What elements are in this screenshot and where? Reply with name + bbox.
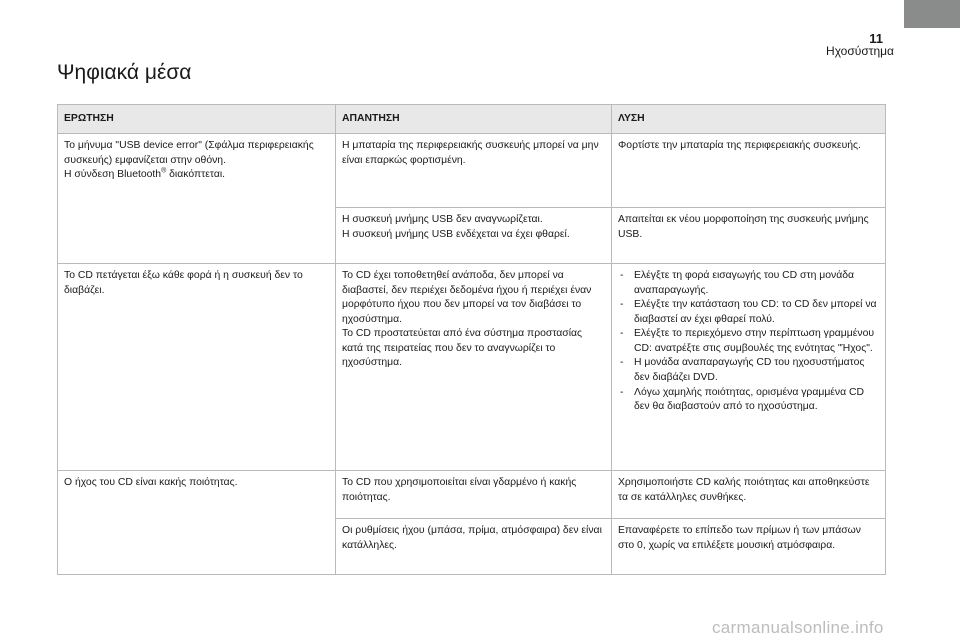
header-solution: ΛΥΣΗ [612,105,886,134]
header-answer: ΑΠΑΝΤΗΣΗ [336,105,612,134]
table-row [58,134,886,208]
answer-cell [336,208,612,264]
answer-line: Η συσκευή μνήμης USB δεν αναγνωρίζεται. [342,214,543,225]
question-cell: Το CD πετάγεται έξω κάθε φορά ή η συσκευή δεν το διαβάζει. [58,264,336,471]
table-row [58,264,886,471]
header-question: ΕΡΩΤΗΣΗ [58,105,336,134]
list-item: - Ελέγξτε τη φορά εισαγωγής του CD στη μονάδα αναπαραγωγής. [618,269,879,298]
watermark-text: carmanualsonline.info [712,618,884,637]
section-name: Ηχοσύστημα [826,44,894,58]
solution-cell [612,264,886,471]
answer-cell: Η μπαταρία της περιφερειακής συσκευής μπορεί να μην είναι επαρκώς φορτισμένη. [336,134,612,208]
question-text: Το μήνυμα "USB device error" (Σφάλμα περιφερειακής συσκευής) εμφανίζεται στην οθόνη. [64,140,314,166]
answer-cell: Το CD που χρησιμοποιείται είναι γδαρμένο ή κακής ποιότητας. [336,471,612,519]
table-row [58,471,886,519]
solution-cell: Απαιτείται εκ νέου μορφοποίηση της συσκευής μνήμης USB. [612,208,886,264]
question-cell: Ο ήχος του CD είναι κακής ποιότητας. [58,471,336,575]
answer-line: Το CD έχει τοποθετηθεί ανάποδα, δεν μπορεί να διαβαστεί, δεν περιέχει δεδομένα ήχου ή περιέχει έναν μορφότυπο ήχου που δεν μπορεί να τον διαβάσει το ηχοσύστημα. [342,270,592,325]
solution-cell: Επαναφέρετε το επίπεδο των πρίμων ή των μπάσων στο 0, χωρίς να επιλέξετε μουσική ατμόσφαιρα. [612,519,886,575]
corner-tab [904,0,960,28]
page-number: 11 [869,31,883,46]
solution-cell: Χρησιμοποιήστε CD καλής ποιότητας και αποθηκεύστε τα σε κατάλληλες συνθήκες. [612,471,886,519]
table-header-row [58,105,886,134]
question-text: Η σύνδεση Bluetooth® διακόπτεται. [64,167,226,181]
answer-cell: Οι ρυθμίσεις ήχου (μπάσα, πρίμα, ατμόσφαιρα) δεν είναι κατάλληλες. [336,519,612,575]
answer-line: Η συσκευή μνήμης USB ενδέχεται να έχει φθαρεί. [342,228,570,240]
faq-table [57,104,886,575]
solution-list [618,269,879,415]
answer-cell [336,264,612,471]
answer-line: Το CD προστατεύεται από ένα σύστημα προστασίας κατά της πειρατείας που δεν το αναγνωρίζει το ηχοσύστημα. [342,328,583,369]
registered-mark: ® [161,167,167,175]
solution-cell: Φορτίστε την μπαταρία της περιφερειακής συσκευής. [612,134,886,208]
list-item: - Ελέγξτε το περιεχόμενο στην περίπτωση γραμμένου CD: ανατρέξτε στις συμβουλές της ενότητας "Ήχος". [618,327,879,356]
question-cell [58,134,336,264]
list-item: - Ελέγξτε την κατάσταση του CD: το CD δεν μπορεί να διαβαστεί αν έχει φθαρεί πολύ. [618,298,879,327]
page-title: Ψηφιακά μέσα [57,61,192,84]
list-item: - Λόγω χαμηλής ποιότητας, ορισμένα γραμμένα CD δεν θα διαβαστούν από το ηχοσύστημα. [618,386,879,415]
list-item: - Η μονάδα αναπαραγωγής CD του ηχοσυστήματος δεν διαβάζει DVD. [618,356,879,385]
